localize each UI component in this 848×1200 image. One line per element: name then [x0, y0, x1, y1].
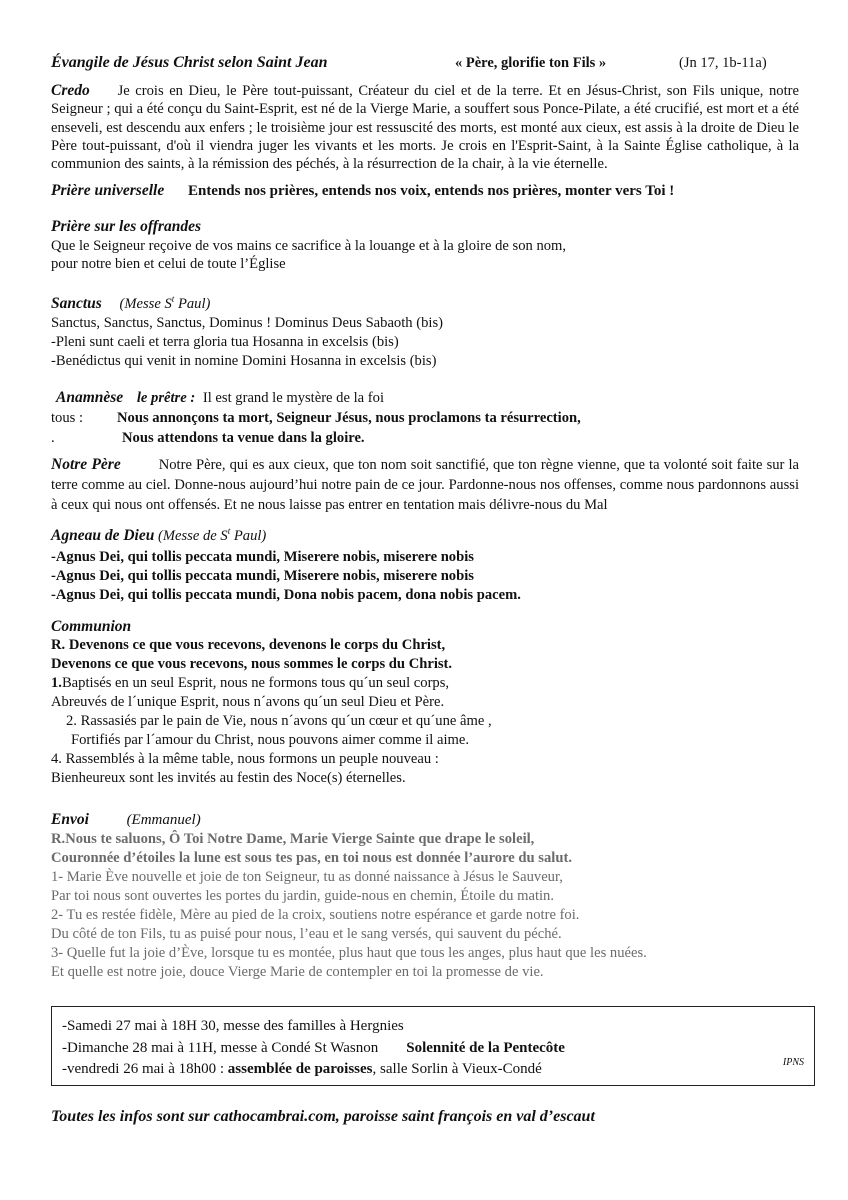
envoi-verse-line: Du côté de ton Fils, tu as puisé pour nous, l’eau et le sang versés, qui sauvent du péché. [51, 926, 562, 942]
agneau-messe: (Messe de $S^t$ Paul) [158, 526, 267, 544]
agneau-title: Agneau de Dieu [51, 527, 155, 544]
priere-universelle-text: Entends nos prières, entends nos voix, entends nos prières, monter vers Toi ! [187, 183, 675, 199]
gospel-reference: (Jn 17, 1b-11a) [679, 55, 767, 71]
anamnese-tous-label: tous : [51, 409, 84, 426]
gospel-header [51, 54, 799, 76]
credo-text: Je crois en Dieu, le Père tout-puissant, Créateur du ciel et de la terre. Et en Jésus-Christ, son Fils unique, notre Seigneur ; qui a été conçu du Saint-Esprit, est né de la Vierge Marie, a souffert sous Ponce-Pilate, a été crucifié, est mort et a été enseveli, est descendu aux enfers ; le troisième jour est ressuscité des morts, est monté aux cieux, est assis à la droite de Dieu le Père tout-puissant, d'où il viendra juger les vivants et les morts. Je crois en l'Esprit-Saint, à la Sainte Église catholique, à la communion des saints, à la rémission des péchés, à la résurrection de la chair, à la vie éternelle. [51, 83, 799, 173]
communion-verse-2a: 2. Rassasiés par le pain de Vie, nous n´avons qu´un cœur et qu´une âme , [66, 713, 492, 729]
envoi-verse-line: 3- Quelle fut la joie d’Ève, lorsque tu es montée, plus haut que tous les anges, plus haut que les nuées. [51, 945, 647, 961]
agneau-line: -Agnus Dei, qui tollis peccata mundi, Miserere nobis, miserere nobis [51, 549, 474, 565]
envoi-refrain-line: Couronnée d’étoiles la lune est sous tes pas, en toi nous est donnée l’aurore du salut. [51, 850, 572, 866]
communion-title: Communion [51, 618, 132, 635]
anamnese-line-1: Nous annonçons ta mort, Seigneur Jésus, nous proclamons ta résurrection, [117, 409, 581, 426]
credo-section [51, 82, 799, 173]
footer-info: Toutes les infos sont sur cathocambrai.com, paroisse saint françois en val d’escaut [51, 1108, 595, 1125]
communion-verse-1a: 1.Baptisés en un seul Esprit, nous ne formons tous qu´un seul corps, [51, 675, 450, 691]
sanctus-line: Sanctus, Sanctus, Sanctus, Dominus ! Dominus Deus Sabaoth (bis) [51, 315, 443, 331]
notre-pere-text: Notre Père, qui es aux cieux, que ton nom soit sanctifié, que ton règne vienne, que ta volonté soit faite sur la terre comme au ciel. Donne-nous aujourd’hui notre pain de ce jour. Pardonne-nous nos offenses, comme nous pardonnons aussi à ceux qui nous ont offensés. Et ne nous laisse pas entrer en tentation mais délivre-nous du Mal [51, 457, 799, 513]
envoi-section [51, 810, 811, 982]
sanctus-line: -Benédictus qui venit in nomine Domini Hosanna in excelsis (bis) [51, 353, 437, 369]
agneau-line: -Agnus Dei, qui tollis peccata mundi, Dona nobis pacem, dona nobis pacem. [51, 587, 521, 603]
communion-refrain-line: Devenons ce que vous recevons, nous sommes le corps du Christ. [51, 656, 453, 672]
communion-verse-1b: Abreuvés de l´unique Esprit, nous n´avons qu´un seul Dieu et Père. [51, 694, 445, 710]
notre-pere-title: Notre Père [51, 456, 121, 473]
sanctus-messe: (Messe $S^t$ Paul) [119, 294, 211, 312]
priere-universelle-title: Prière universelle [51, 182, 165, 199]
offrandes-line: Que le Seigneur reçoive de vos mains ce sacrifice à la louange et à la gloire de son nom, [51, 237, 567, 254]
agneau-section [51, 526, 799, 605]
anamnese-title: Anamnèse [56, 389, 124, 406]
sanctus-line: -Pleni sunt caeli et terra gloria tua Hosanna in excelsis (bis) [51, 334, 399, 350]
sanctus-section [51, 294, 799, 371]
envoi-verse-line: 2- Tu es restée fidèle, Mère au pied de la croix, soutiens notre espérance et garde notre foi. [51, 907, 580, 923]
envoi-title: Envoi [51, 811, 89, 828]
sanctus-title: Sanctus [51, 295, 102, 312]
gospel-quote: « Père, glorifie ton Fils » [455, 55, 607, 71]
anamnese-line-2: Nous attendons ta venue dans la gloire. [122, 429, 365, 446]
communion-verse-4b: Bienheureux sont les invités au festin des Noce(s) éternelles. [51, 770, 406, 786]
envoi-verse-line: Par toi nous sont ouvertes les portes du jardin, guide-nous en chemin, Étoile du matin. [51, 888, 554, 904]
announcements-box [51, 1006, 815, 1086]
announcement-line: -Samedi 27 mai à 18H 30, messe des familles à Hergnies [62, 1018, 404, 1034]
anamnese-section [51, 388, 799, 449]
notre-pere-section [51, 455, 799, 515]
anamnese-dot: . [51, 429, 55, 446]
communion-section [51, 617, 799, 788]
offrandes-title: Prière sur les offrandes [51, 218, 201, 235]
gospel-title: Évangile de Jésus Christ selon Saint Jean [51, 54, 328, 71]
communion-verse-2b: Fortifiés par l´amour du Christ, nous pouvons aimer comme il aime. [71, 732, 470, 748]
anamnese-pretre-label: le prêtre : [136, 390, 196, 406]
offrandes-section [51, 218, 799, 274]
envoi-refrain-line: R.Nous te saluons, Ô Toi Notre Dame, Marie Vierge Sainte que drape le soleil, [51, 831, 535, 847]
communion-refrain-line: R. Devenons ce que vous recevons, devenons le corps du Christ, [51, 637, 446, 653]
agneau-line: -Agnus Dei, qui tollis peccata mundi, Miserere nobis, miserere nobis [51, 568, 474, 584]
envoi-subtitle: (Emmanuel) [126, 812, 201, 828]
envoi-verse-line: Et quelle est notre joie, douce Vierge Marie de contempler en toi la promesse de vie. [51, 964, 544, 980]
envoi-verse-line: 1- Marie Ève nouvelle et joie de ton Seigneur, tu as donné naissance à Jésus le Sauveur, [51, 869, 563, 885]
anamnese-pretre-text: Il est grand le mystère de la foi [202, 390, 384, 406]
credo-title: Credo [51, 82, 90, 99]
priere-universelle-section [51, 182, 799, 200]
communion-verse-4a: 4. Rassemblés à la même table, nous formons un peuple nouveau : [51, 751, 439, 767]
ipns-label: IPNS [782, 1056, 804, 1068]
announcement-line: -Dimanche 28 mai à 11H, messe à Condé St Wasnon Solennité de la Pentecôte [62, 1039, 565, 1056]
offrandes-line: pour notre bien et celui de toute l’Église [51, 256, 286, 272]
announcement-line: -vendredi 26 mai à 18h00 : assemblée de paroisses, salle Sorlin à Vieux-Condé [62, 1061, 542, 1077]
